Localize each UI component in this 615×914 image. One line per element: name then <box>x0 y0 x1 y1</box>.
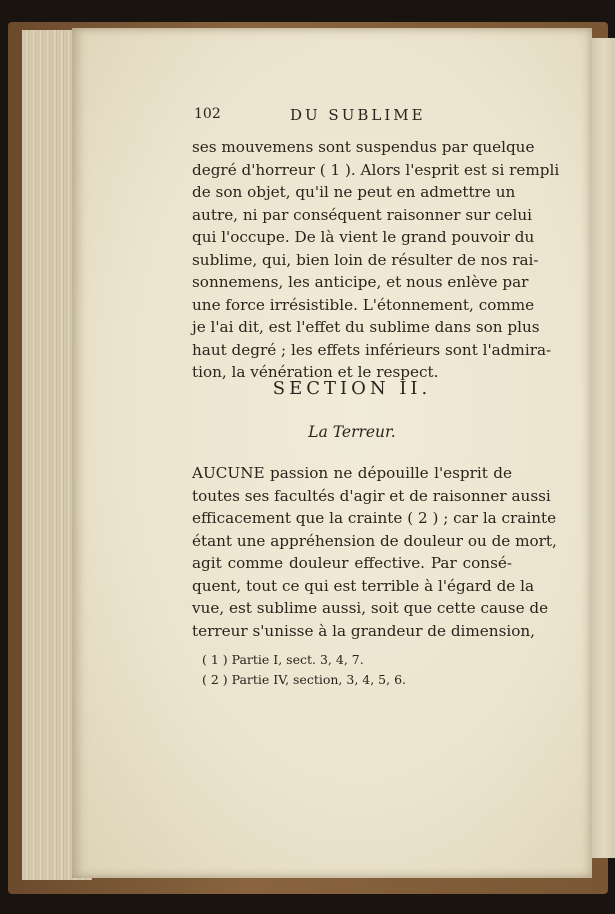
footnotes <box>202 650 502 690</box>
paragraph-2 <box>192 462 557 642</box>
text-line: une force irrésistible. L'étonnement, comme <box>192 295 535 314</box>
text-line: étant une appréhension de douleur ou de mort, <box>192 531 557 550</box>
running-title: DU SUBLIME <box>290 106 426 124</box>
text-line: agit comme douleur effective. Par consé- <box>192 554 512 572</box>
text-line: qui l'occupe. De là vient le grand pouvoir du <box>192 228 535 246</box>
text-line: toutes ses facultés d'agir et de raisonner aussi <box>192 486 551 505</box>
text-line: AUCUNE passion ne dépouille l'esprit de <box>192 464 512 482</box>
page-number: 102 <box>194 106 221 122</box>
text-line: de son objet, qu'il ne peut en admettre un <box>192 183 516 201</box>
paragraph-1 <box>192 136 560 384</box>
text-line: terreur s'unisse à la grandeur de dimension, <box>192 621 535 640</box>
text-line: autre, ni par conséquent raisonner sur celui <box>192 205 532 224</box>
section-heading: SECTION II. <box>272 378 432 399</box>
section-subtitle: La Terreur. <box>308 423 396 441</box>
text-line: efficacement que la crainte ( 2 ) ; car la crainte <box>192 509 557 527</box>
text-line: tion, la vénération et le respect. <box>192 363 439 381</box>
text-line: vue, est sublime aussi, soit que cette cause de <box>192 599 549 617</box>
footnote-1: ( 1 ) Partie I, sect. 3, 4, 7. <box>202 652 364 667</box>
text-line: je l'ai dit, est l'effet du sublime dans son plus <box>192 318 540 336</box>
text-line: haut degré ; les effets inférieurs sont l'admira- <box>192 340 552 359</box>
text-line: sonnemens, les anticipe, et nous enlève par <box>192 273 529 291</box>
text-line: ses mouvemens sont suspendus par quelque <box>192 138 535 156</box>
text-line: sublime, qui, bien loin de résulter de nos rai- <box>192 250 539 269</box>
footnote-2: ( 2 ) Partie IV, section, 3, 4, 5, 6. <box>202 672 407 687</box>
text-line: quent, tout ce qui est terrible à l'égard de la <box>192 576 535 595</box>
text-line: degré d'horreur ( 1 ). Alors l'esprit est si rempli <box>192 160 560 179</box>
